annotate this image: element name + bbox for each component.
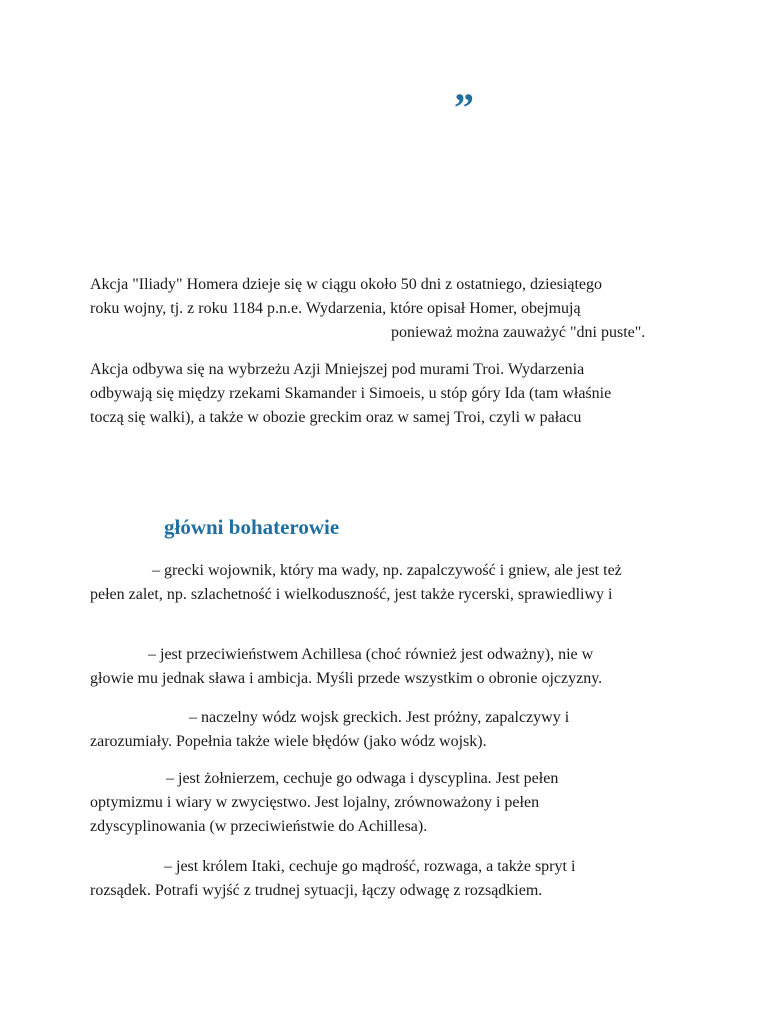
character-line: głowie mu jednak sława i ambicja. Myśli przede wszystkim o obronie ojczyzny.: [90, 670, 603, 687]
character-line: zdyscyplinowania (w przeciwieństwie do Achillesa).: [90, 818, 428, 835]
character-odysseus: [90, 855, 680, 903]
character-line: zarozumiały. Popełnia także wiele błędów (jako wódz wojsk).: [90, 733, 487, 750]
intro-p1-line-3: ponieważ można zauważyć "dni puste".: [391, 324, 646, 341]
intro-p1-line-1: Akcja "Iliady" Homera dzieje się w ciągu około 50 dni z ostatniego, dziesiątego: [90, 276, 603, 293]
intro-p2-line-3: toczą się walki), a także w obozie greckim oraz w samej Troi, czyli w pałacu: [90, 409, 582, 426]
character-hector: [90, 643, 680, 691]
intro-paragraph-2: [90, 358, 680, 430]
character-line: – naczelny wódz wojsk greckich. Jest próżny, zapalczywy i: [189, 709, 570, 726]
intro-p1-line-2: roku wojny, tj. z roku 1184 p.n.e. Wydarzenia, które opisał Homer, obejmują: [90, 300, 581, 317]
intro-p2-line-2: odbywają się między rzekami Skamander i Simoeis, u stóp góry Ida (tam właśnie: [90, 385, 612, 402]
character-line: – jest przeciwieństwem Achillesa (choć również jest odważny), nie w: [148, 646, 594, 663]
character-line: rozsądek. Potrafi wyjść z trudnej sytuacji, łączy odwagę z rozsądkiem.: [90, 882, 543, 899]
character-line: – grecki wojownik, który ma wady, np. zapalczywość i gniew, ale jest też: [152, 562, 622, 579]
character-line: – jest żołnierzem, cechuje go odwaga i dyscyplina. Jest pełen: [166, 770, 559, 787]
section-heading: główni bohaterowie: [164, 515, 340, 539]
character-line: pełen zalet, np. szlachetność i wielkoduszność, jest także rycerski, sprawiedliwy i: [90, 586, 613, 603]
quote-mark: ”: [454, 85, 474, 130]
intro-p2-line-1: Akcja odbywa się na wybrzeżu Azji Mniejszej pod murami Troi. Wydarzenia: [90, 361, 585, 378]
character-line: – jest królem Itaki, cechuje go mądrość, rozwaga, a także spryt i: [164, 858, 576, 875]
character-achilles: [90, 559, 680, 607]
character-agamemnon: [90, 706, 680, 754]
intro-paragraph-1: [90, 273, 680, 345]
character-ajax: [90, 767, 680, 839]
character-line: optymizmu i wiary w zwycięstwo. Jest lojalny, zrównoważony i pełen: [90, 794, 540, 811]
